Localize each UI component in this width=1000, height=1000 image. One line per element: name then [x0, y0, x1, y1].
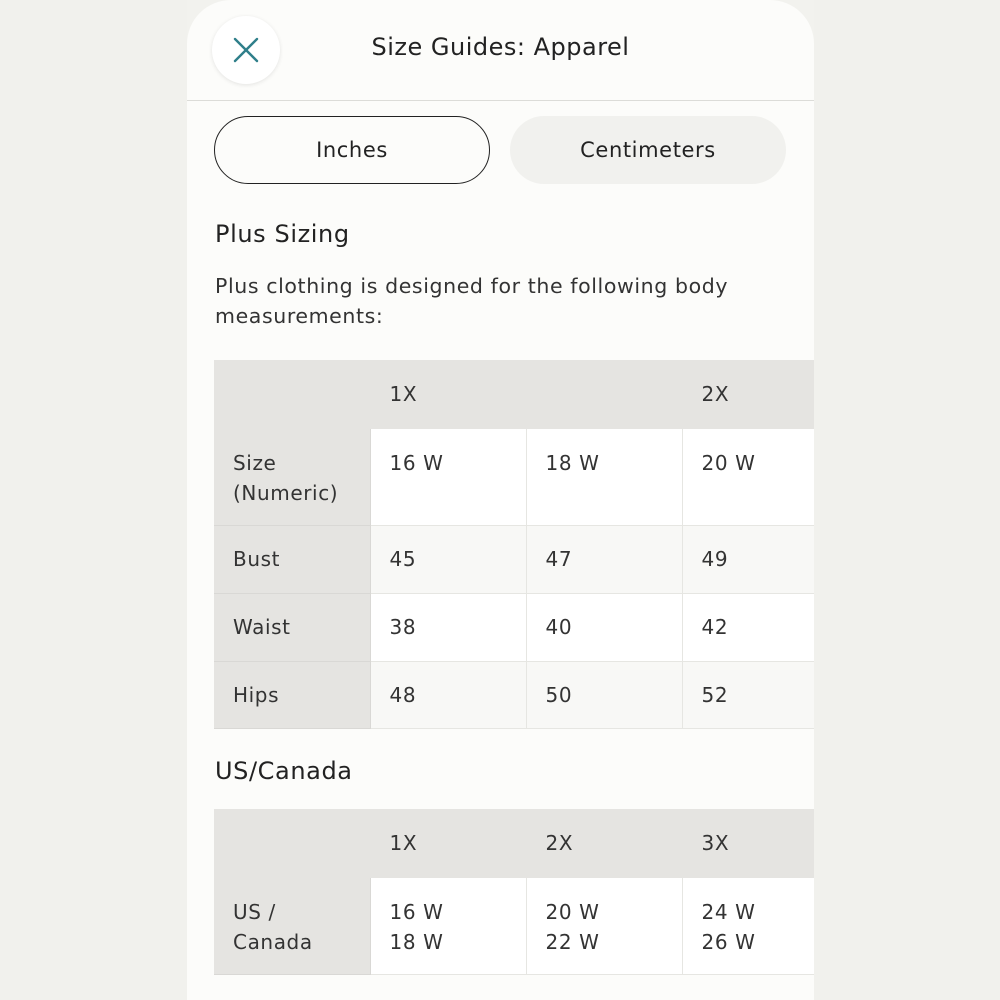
plus-sizing-table: [214, 360, 814, 729]
table-cell: 38: [370, 593, 526, 661]
table-header-cell: 2X: [526, 809, 682, 877]
table-header-cell: [526, 360, 682, 428]
table-cell: 42: [682, 593, 814, 661]
table-cell: 49: [682, 525, 814, 593]
table-cell: 45: [370, 525, 526, 593]
table-row: [214, 877, 814, 974]
cell-line: 20 W: [545, 899, 600, 924]
table-header-cell: 3X: [682, 809, 814, 877]
table-header-row: [214, 809, 814, 877]
table-header-cell: 1X: [370, 809, 526, 877]
row-label-line: US /: [233, 899, 276, 924]
table-row: [214, 428, 814, 525]
table-cell: 48: [370, 661, 526, 728]
backdrop-left: [0, 0, 187, 1000]
table-row: [214, 525, 814, 593]
plus-sizing-title: Plus Sizing: [215, 220, 350, 248]
inches-toggle[interactable]: Inches: [214, 116, 490, 184]
size-guide-sheet: [187, 0, 814, 1000]
cell-line: 26 W: [701, 929, 756, 954]
table-cell: [682, 877, 814, 974]
table-header-cell: 1X: [370, 360, 526, 428]
table-cell: 20 W: [682, 428, 814, 525]
row-label: Hips: [214, 661, 370, 728]
row-label: Bust: [214, 525, 370, 593]
us-canada-table: [214, 809, 814, 975]
table-header-cell: [214, 360, 370, 428]
page-title: Size Guides: Apparel: [371, 33, 630, 61]
table-cell: 40: [526, 593, 682, 661]
cell-line: 18 W: [389, 929, 444, 954]
row-label: [214, 877, 370, 974]
table-cell: 18 W: [526, 428, 682, 525]
table-header-cell: [214, 809, 370, 877]
cell-line: 16 W: [389, 899, 444, 924]
row-label: Size (Numeric): [214, 428, 370, 525]
table-cell: 50: [526, 661, 682, 728]
table-row: [214, 661, 814, 728]
table-header-cell: 2X: [682, 360, 814, 428]
row-label-line: Canada: [233, 929, 313, 954]
table-row: [214, 593, 814, 661]
table-cell: 52: [682, 661, 814, 728]
cell-line: 24 W: [701, 899, 756, 924]
plus-sizing-description: Plus clothing is designed for the following body measurements:: [215, 274, 729, 328]
table-cell: [370, 877, 526, 974]
table-cell: 47: [526, 525, 682, 593]
table-cell: [526, 877, 682, 974]
centimeters-toggle[interactable]: Centimeters: [510, 116, 786, 184]
table-header-row: [214, 360, 814, 428]
sheet-header: [187, 0, 814, 101]
row-label: Waist: [214, 593, 370, 661]
us-canada-title: US/Canada: [215, 757, 353, 785]
table-cell: 16 W: [370, 428, 526, 525]
cell-line: 22 W: [545, 929, 600, 954]
backdrop-right: [814, 0, 1000, 1000]
